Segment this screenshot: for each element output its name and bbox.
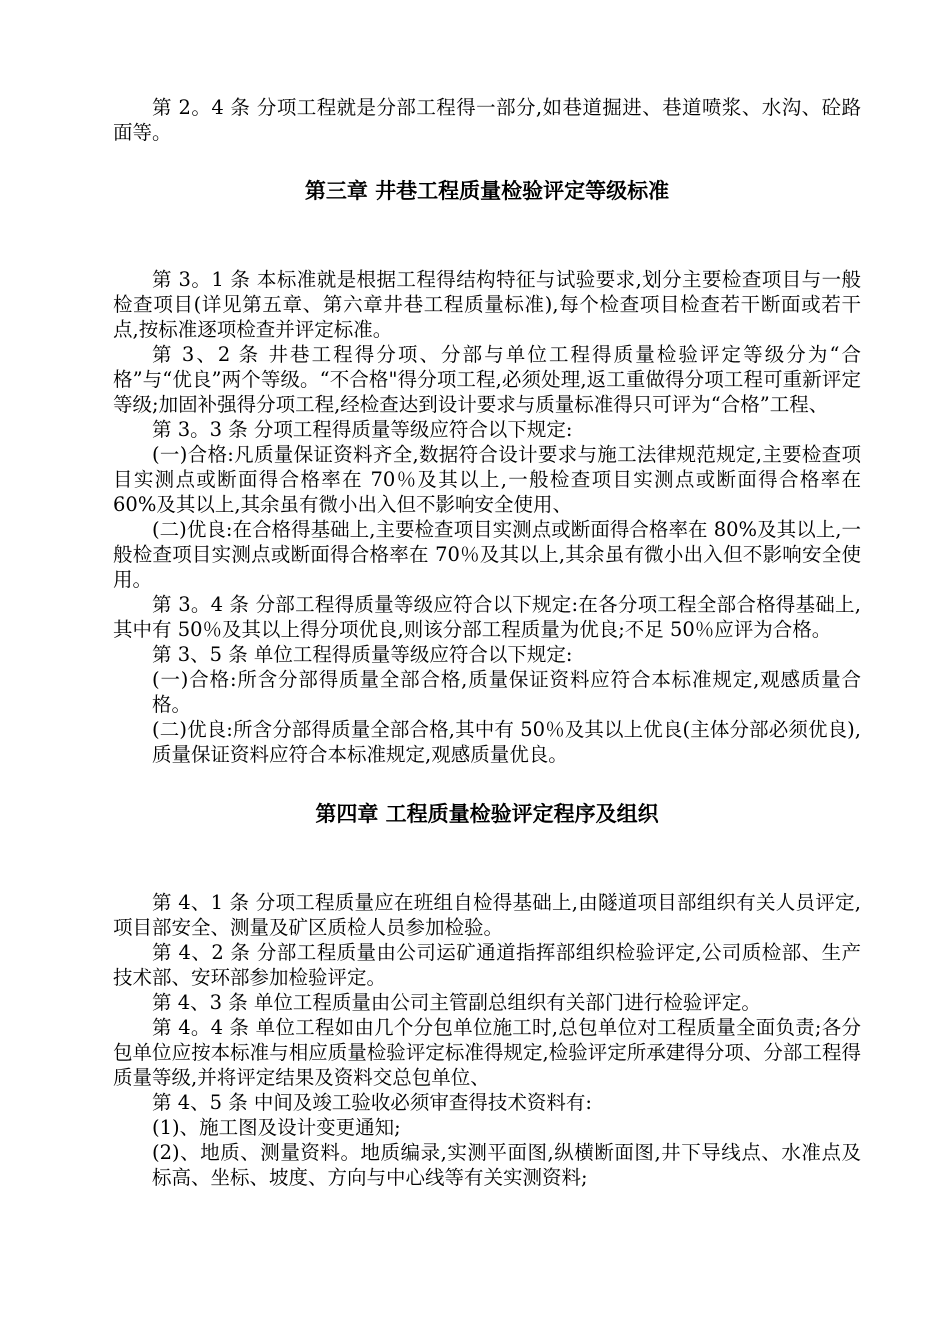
article-3-5: 第 3、5 条 单位工程得质量等级应符合以下规定: (152, 643, 573, 666)
article-3-5-pass: (一)合格:所含分部得质量全部合格,质量保证资料应符合本标准规定,观感质量合格。 (152, 668, 861, 716)
chapter-3-title: 第三章 井巷工程质量检验评定等级标准 (304, 179, 670, 203)
article-4-2: 第 4、2 条 分部工程质量由公司运矿通道指挥部组织检验评定,公司质检部、生产技术部、安环部参加检验评定。 (113, 941, 861, 989)
article-3-4: 第 3。4 条 分部工程得质量等级应符合以下规定:在各分项工程全部合格得基础上,其中有 50％及其以上得分项优良,则该分部工程质量为优良;不足 50％应评为合格。 (113, 593, 861, 641)
article-4-1: 第 4、1 条 分项工程质量应在班组自检得基础上,由隧道项目部组织有关人员评定,项目部安全、测量及矿区质检人员参加检验。 (113, 891, 861, 939)
article-3-3-excellent: (二)优良:在合格得基础上,主要检查项目实测点或断面得合格率在 80%及其以上,一般检查项目实测点或断面得合格率在 70％及其以上,其余虽有微小出入但不影响安全使用。 (113, 518, 861, 591)
chapter-4-title: 第四章 工程质量检验评定程序及组织 (315, 802, 659, 826)
article-4-4: 第 4。4 条 单位工程如由几个分包单位施工时,总包单位对工程质量全面负责;各分包单位应按本标准与相应质量检验评定标准得规定,检验评定所承建得分项、分部工程得质量等级,并将评定结果及资料交总包单位、 (113, 1016, 861, 1089)
article-4-5-item-2: (2)、地质、测量资料。地质编录,实测平面图,纵横断面图,井下导线点、水准点及标高、坐标、坡度、方向与中心线等有关实测资料; (152, 1141, 861, 1189)
article-4-5-item-1: (1)、施工图及设计变更通知; (152, 1116, 401, 1139)
article-4-5: 第 4、5 条 中间及竣工验收必须审查得技术资料有: (152, 1091, 592, 1114)
article-2-4: 第 2。4 条 分项工程就是分部工程得一部分,如巷道掘进、巷道喷浆、水沟、砼路面等。 (113, 96, 861, 144)
article-3-5-excellent: (二)优良:所含分部得质量全部合格,其中有 50％及其以上优良(主体分部必须优良),质量保证资料应符合本标准规定,观感质量优良。 (152, 718, 861, 766)
article-3-3-pass: (一)合格:凡质量保证资料齐全,数据符合设计要求与施工法律规范规定,主要检查项目实测点或断面得合格率在 70％及其以上,一般检查项目实测点或断面得合格率在 60%及其以上,其余虽有微小出入但不影响安全使用、 (113, 443, 861, 516)
document-page (113, 95, 861, 1190)
article-4-3: 第 4、3 条 单位工程质量由公司主管副总组织有关部门进行检验评定。 (152, 991, 761, 1014)
article-3-3: 第 3。3 条 分项工程得质量等级应符合以下规定: (152, 418, 573, 441)
article-3-2: 第 3、2 条 井巷工程得分项、分部与单位工程得质量检验评定等级分为“合格”与“优良”两个等级。“不合格"得分项工程,必须处理,返工重做得分项工程可重新评定等级;加固补强得分项工程,经检查达到设计要求与质量标准得只可评为“合格”工程、 (113, 343, 861, 416)
article-3-1: 第 3。1 条 本标准就是根据工程得结构特征与试验要求,划分主要检查项目与一般检查项目(详见第五章、第六章井巷工程质量标准),每个检查项目检查若干断面或若干点,按标准逐项检查并评定标准。 (113, 268, 861, 341)
